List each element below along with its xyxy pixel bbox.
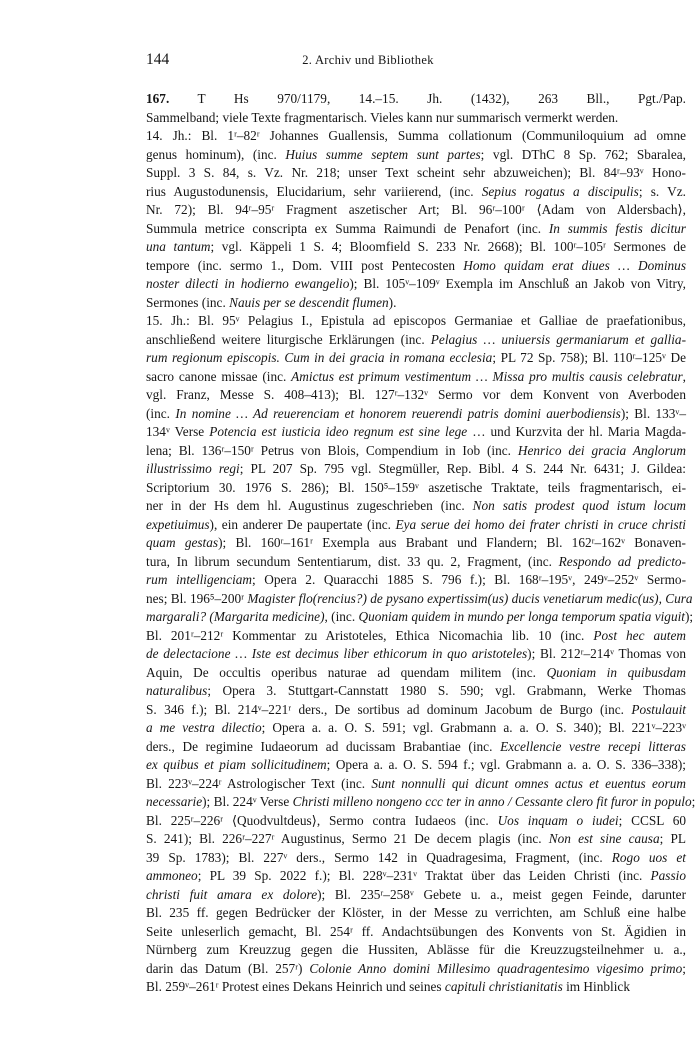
text-run: Bl. 223ᵛ–224ʳ Astrologischer Text (inc. [146,775,372,791]
text-line [146,442,686,461]
text-line [146,312,686,331]
text-run: ); Bl. 105ᵛ–109ᵛ Exempla im Anschluß an Jakob von Vitry, [349,276,687,291]
text-run: ; PL [659,831,686,846]
italic-incipit: Postulauit [631,701,686,717]
text-run: anschließend weitere liturgische Erklärungen (inc. [146,331,431,347]
text-run: sacro canone missae (inc. [146,368,292,384]
italic-incipit: rum regionum episcopis. Cum in dei gracia in romana ecclesia [146,350,493,365]
text-run: ; Opera a. a. O. S. 594 f.; vgl. Grabmann a. a. O. S. 336–338); [326,757,687,772]
italic-incipit: a me vestra dilectio [146,720,262,735]
text-run: ); Bl. 235ʳ–258ᵛ Gebete u. a., meist gegen Feinde, darunter [317,886,686,902]
text-run: genus hominum), (inc. [146,146,286,162]
text-run: vgl. Franz, Messe S. 408–413); Bl. 127ʳ–132ᵛ Sermo vor dem Konvent von Averboden [146,387,686,402]
italic-incipit: expetiuimus [146,516,210,532]
text-run: ; vgl. Käppeli 1 S. 4; Bloomfield S. 233 Nr. 2668); Bl. 100ʳ–105ʳ Sermones de [210,239,686,254]
text-run: 134ᵛ Verse [146,424,210,439]
text-run: Summula metrice conscripta ex Summa Raimundi de Penafort (inc. [146,220,549,236]
text-run: Bl. 259ᵛ–261ʳ Protest eines Dekans Heinrich und seines [146,979,445,994]
text-line [146,146,686,165]
text-run: ; [691,794,696,809]
text-run: ; s. Vz. [638,183,686,199]
text-line [146,516,686,535]
italic-incipit: de delectacione … Iste est decimus liber ethicorum in quo aristoteles [146,646,528,661]
text-run: Bl. 225ʳ–226ʳ ⟨Quodvultdeus⟩, Sermo contra Iudaeos (inc. [146,812,498,828]
italic-incipit: Post hec autem [593,627,686,643]
italic-incipit: Non est sine causa [548,831,660,846]
text-run: ders., De regimine Iudaeorum ad ducissam Brabantiae (inc. [146,738,501,754]
text-run: 15. Jh.: Bl. 95ᵛ Pelagius I., Epistula ad episcopos Germaniae et Galliae de praefationibus, [146,313,686,328]
text-run: ; Opera 3. Stuttgart-Cannstatt 1980 S. 590; vgl. Grabmann, Werke Thomas [207,683,686,698]
text-line [146,867,686,886]
italic-incipit: Sepius rogatus a discipulis [481,183,639,199]
italic-incipit: ammoneo [146,868,198,883]
entry-heading-line [146,90,686,109]
italic-incipit: Passio [650,868,686,883]
text-run: ). [388,294,397,310]
italic-incipit: Sunt nonnulli qui dicunt omnes actus et euentus eorum [371,775,686,791]
text-line [146,608,694,627]
text-run: Sammelband; viele Texte fragmentarisch. Vieles kann nur summarisch vermerkt werden. [146,109,619,125]
text-line [146,534,686,553]
italic-incipit: Non satis prodest quod istum locum [472,498,686,513]
text-run: tempore (inc. sermo 1., Dom. VIII post Pentecosten [146,257,464,273]
text-line [146,497,686,516]
text-line [146,220,686,239]
text-line [146,460,686,479]
text-line [146,294,686,313]
text-run: Sermones (inc. [146,294,230,310]
italic-incipit: Magister flo(rencius?) de pysano expertissim(us) ducis venetiarum medic(us), Cura [247,590,693,606]
text-line [146,201,686,220]
text-line [146,257,686,276]
text-run: 39 Sp. 1783); Bl. 227ᵛ ders., Sermo 142 in Quadragesima, Fragment, (inc. [146,849,612,865]
catalog-entry-text [146,90,696,997]
text-run: nes; Bl. 196⁵–200ʳ [146,590,248,606]
text-line [146,960,686,979]
text-run: darin das Datum (Bl. 257ʳ) [146,960,310,976]
italic-incipit: illustrissimo regi [146,461,240,476]
italic-incipit: Nauis per se descendit flumen [229,294,389,310]
text-line [146,183,686,202]
text-line [146,719,686,738]
italic-incipit: una tantum [146,239,211,254]
text-run: (inc. [146,405,176,421]
page-number: 144 [146,51,170,68]
text-line [146,164,686,183]
italic-incipit: Quoniam quidem in mundo per longa temporum spatia viguit [358,609,685,624]
italic-incipit: Christi milleno nongeno ccc ter in anno / Cessante clero fit furor in populo [292,794,692,809]
text-line [146,793,696,812]
text-run: Nürnberg zum Kreuzzug gegen die Hussiten, Ablässe für die Kreuzzugsteilnehmer u. a., [146,942,686,957]
text-line [146,775,686,794]
text-run: ; [682,960,686,976]
italic-incipit: quam gestas [146,535,219,550]
text-run: , (inc. [324,609,359,624]
text-run: Scriptorium 30. 1976 S. 286); Bl. 150⁵–159ᵛ aszetische Traktate, teils fragmentarisch, ei- [146,479,686,495]
text-run: Bl. 201ʳ–212ʳ Kommentar zu Aristoteles, Ethica Nicomachia lib. 10 (inc. [146,627,594,643]
text-line [146,386,686,405]
text-run: … und Kurzvita der hl. Maria Magda- [467,424,686,439]
text-run: T Hs 970/1179, 14.–15. Jh. (1432), 263 Bll., Pgt./Pap. [169,91,686,106]
text-run: Suppl. 3 S. 84, s. Vz. Nr. 218; unser Text scheint sehr abzuweichen); Bl. 84ʳ–93ᵛ Hono- [146,165,686,180]
italic-incipit: Eya serue dei homo dei frater christi in cruce christi [395,516,687,532]
italic-incipit: In summis festis dicitur [548,220,686,236]
text-line [146,127,686,146]
text-line [146,886,686,905]
text-line [146,904,686,923]
text-run: ; PL 72 Sp. 758); Bl. 110ʳ–125ᵛ De [492,350,686,365]
text-run: 14. Jh.: Bl. 1ʳ–82ʳ Johannes Guallensis, Summa collationum (Communiloquium ad omne [146,128,686,143]
italic-incipit: In nomine … Ad reuerenciam et honorem reuerendi patris domini auerbodiensis [175,405,621,421]
text-line [146,109,686,128]
text-run: ); Bl. 212ʳ–214ᵛ Thomas von [527,646,687,661]
text-run: ; vgl. DThC 8 Sp. 762; Sbaralea, [480,146,687,162]
italic-incipit: Pelagius … uniuersis germaniarum et gallia- [430,331,687,347]
text-run: ; PL 39 Sp. 2022 f.); Bl. 228ᵛ–231ᵛ Traktat über das Leiden Christi (inc. [197,868,651,883]
text-line [146,645,686,664]
text-line [146,923,686,942]
text-run: tura, In librum secundum Sententiarum, dist. 33 qu. 2, Fragment, (inc. [146,553,559,569]
text-line [146,664,686,683]
text-line [146,331,686,350]
text-line [146,405,686,424]
text-line [146,849,686,868]
text-run: Aquin, De occultis operibus naturae ad quendam militem (inc. [146,664,547,680]
italic-incipit: Potencia est iusticia ideo regnum est sine lege [209,424,468,439]
italic-incipit: Excellencie vestre recepi litteras [500,738,686,754]
page-header [146,51,590,73]
text-line [146,701,686,720]
text-line [146,553,686,572]
text-run: ; Opera a. a. O. S. 591; vgl. Grabmann a. a. O. S. 340); Bl. 221ᵛ–223ᵛ [261,720,687,735]
text-line [146,423,686,442]
text-run: Nr. 72); Bl. 94ʳ–95ʳ Fragment aszetischer Art; Bl. 96ʳ–100ʳ ⟨Adam von Aldersbach⟩, [146,202,686,217]
text-line [146,627,686,646]
text-run: ); Bl. 224ᵛ Verse [202,794,293,809]
italic-incipit: Rogo uos et [611,849,686,865]
italic-incipit: rum intelligenciam [146,572,253,587]
text-run: ; PL 207 Sp. 795 vgl. Stegmüller, Rep. Bibl. 4 S. 244 Nr. 6431; J. Gildea: [239,461,686,476]
text-line [146,682,686,701]
text-run: S. 346 f.); Bl. 214ᵛ–221ʳ ders., De sortibus ad dominum Jacobum de Burgo (inc. [146,701,632,717]
text-line [146,756,686,775]
italic-incipit: margarali? (Margarita medicine) [146,609,325,624]
italic-incipit: Colonie Anno domini Millesimo quadragentesimo vigesimo primo [309,960,683,976]
italic-incipit: Homo quidam erat diues … Dominus [463,257,686,273]
italic-incipit: Amictus est primum vestimentum … Missa pro multis causis celebratur [291,368,683,384]
text-line [146,571,686,590]
text-line [146,941,686,960]
text-line [146,738,686,757]
text-run: ), ein anderer De paupertate (inc. [209,516,396,532]
text-line [146,238,686,257]
italic-incipit: necessarie [146,794,203,809]
text-line [146,275,686,294]
italic-incipit: noster dilecti in hodierno ewangelio [146,276,350,291]
text-run: ); Bl. 133ᵛ– [620,405,686,421]
text-run: ; CCSL 60 [618,812,686,828]
italic-incipit: naturalibus [146,683,208,698]
text-line [146,830,686,849]
text-run: im Hinblick [562,979,630,994]
italic-incipit: Quoniam in quibusdam [546,664,686,680]
text-line [146,479,686,498]
text-run: ); [685,609,694,624]
italic-incipit: Uos inquam o iudei [497,812,619,828]
italic-incipit: Respondo ad predicto- [558,553,686,569]
text-line [146,978,686,997]
running-title: 2. Archiv und Bibliothek [302,53,434,67]
text-run: ; Opera 2. Quaracchi 1885 S. 796 f.); Bl. 168ʳ–195ᵛ, 249ᵛ–252ᵛ Sermo- [252,572,686,587]
text-line [146,590,693,609]
italic-incipit: Huius summe septem sunt partes [285,146,481,162]
italic-incipit: Henrico dei gracia Anglorum [517,442,687,458]
text-run: ner in der Hs dem hl. Augustinus zugeschrieben (inc. [146,498,473,513]
text-run: Seite unleserlich gemacht, Bl. 254ʳ ff. Andachtsübungen des Konvents von St. Ägidien in [146,923,686,939]
text-run: rius Augustodunensis, Elucidarium, sehr variierend, (inc. [146,183,482,199]
text-line [146,368,686,387]
text-run: , [682,368,686,384]
text-run: Bl. 235 ff. gegen Bedrücker der Klöster, in der Messe zu verrichten, am Schluß eine halbe [146,905,686,920]
text-run: 167. [146,91,170,106]
text-run: ); Bl. 160ʳ–161ʳ Exempla aus Brabant und Flandern; Bl. 162ʳ–162ᵛ Bonaven- [218,535,686,550]
text-line [146,349,686,368]
italic-incipit: christi fuit amara ex dolore [146,886,318,902]
text-line [146,812,686,831]
italic-incipit: capituli christianitatis [444,979,563,994]
text-run: lena; Bl. 136ʳ–150ʳ Petrus von Blois, Compendium in Iob (inc. [146,442,518,458]
text-run: S. 241); Bl. 226ʳ–227ʳ Augustinus, Sermo 21 De decem plagis (inc. [146,831,549,846]
italic-incipit: ex quibus et piam sollicitudinem [146,757,327,772]
